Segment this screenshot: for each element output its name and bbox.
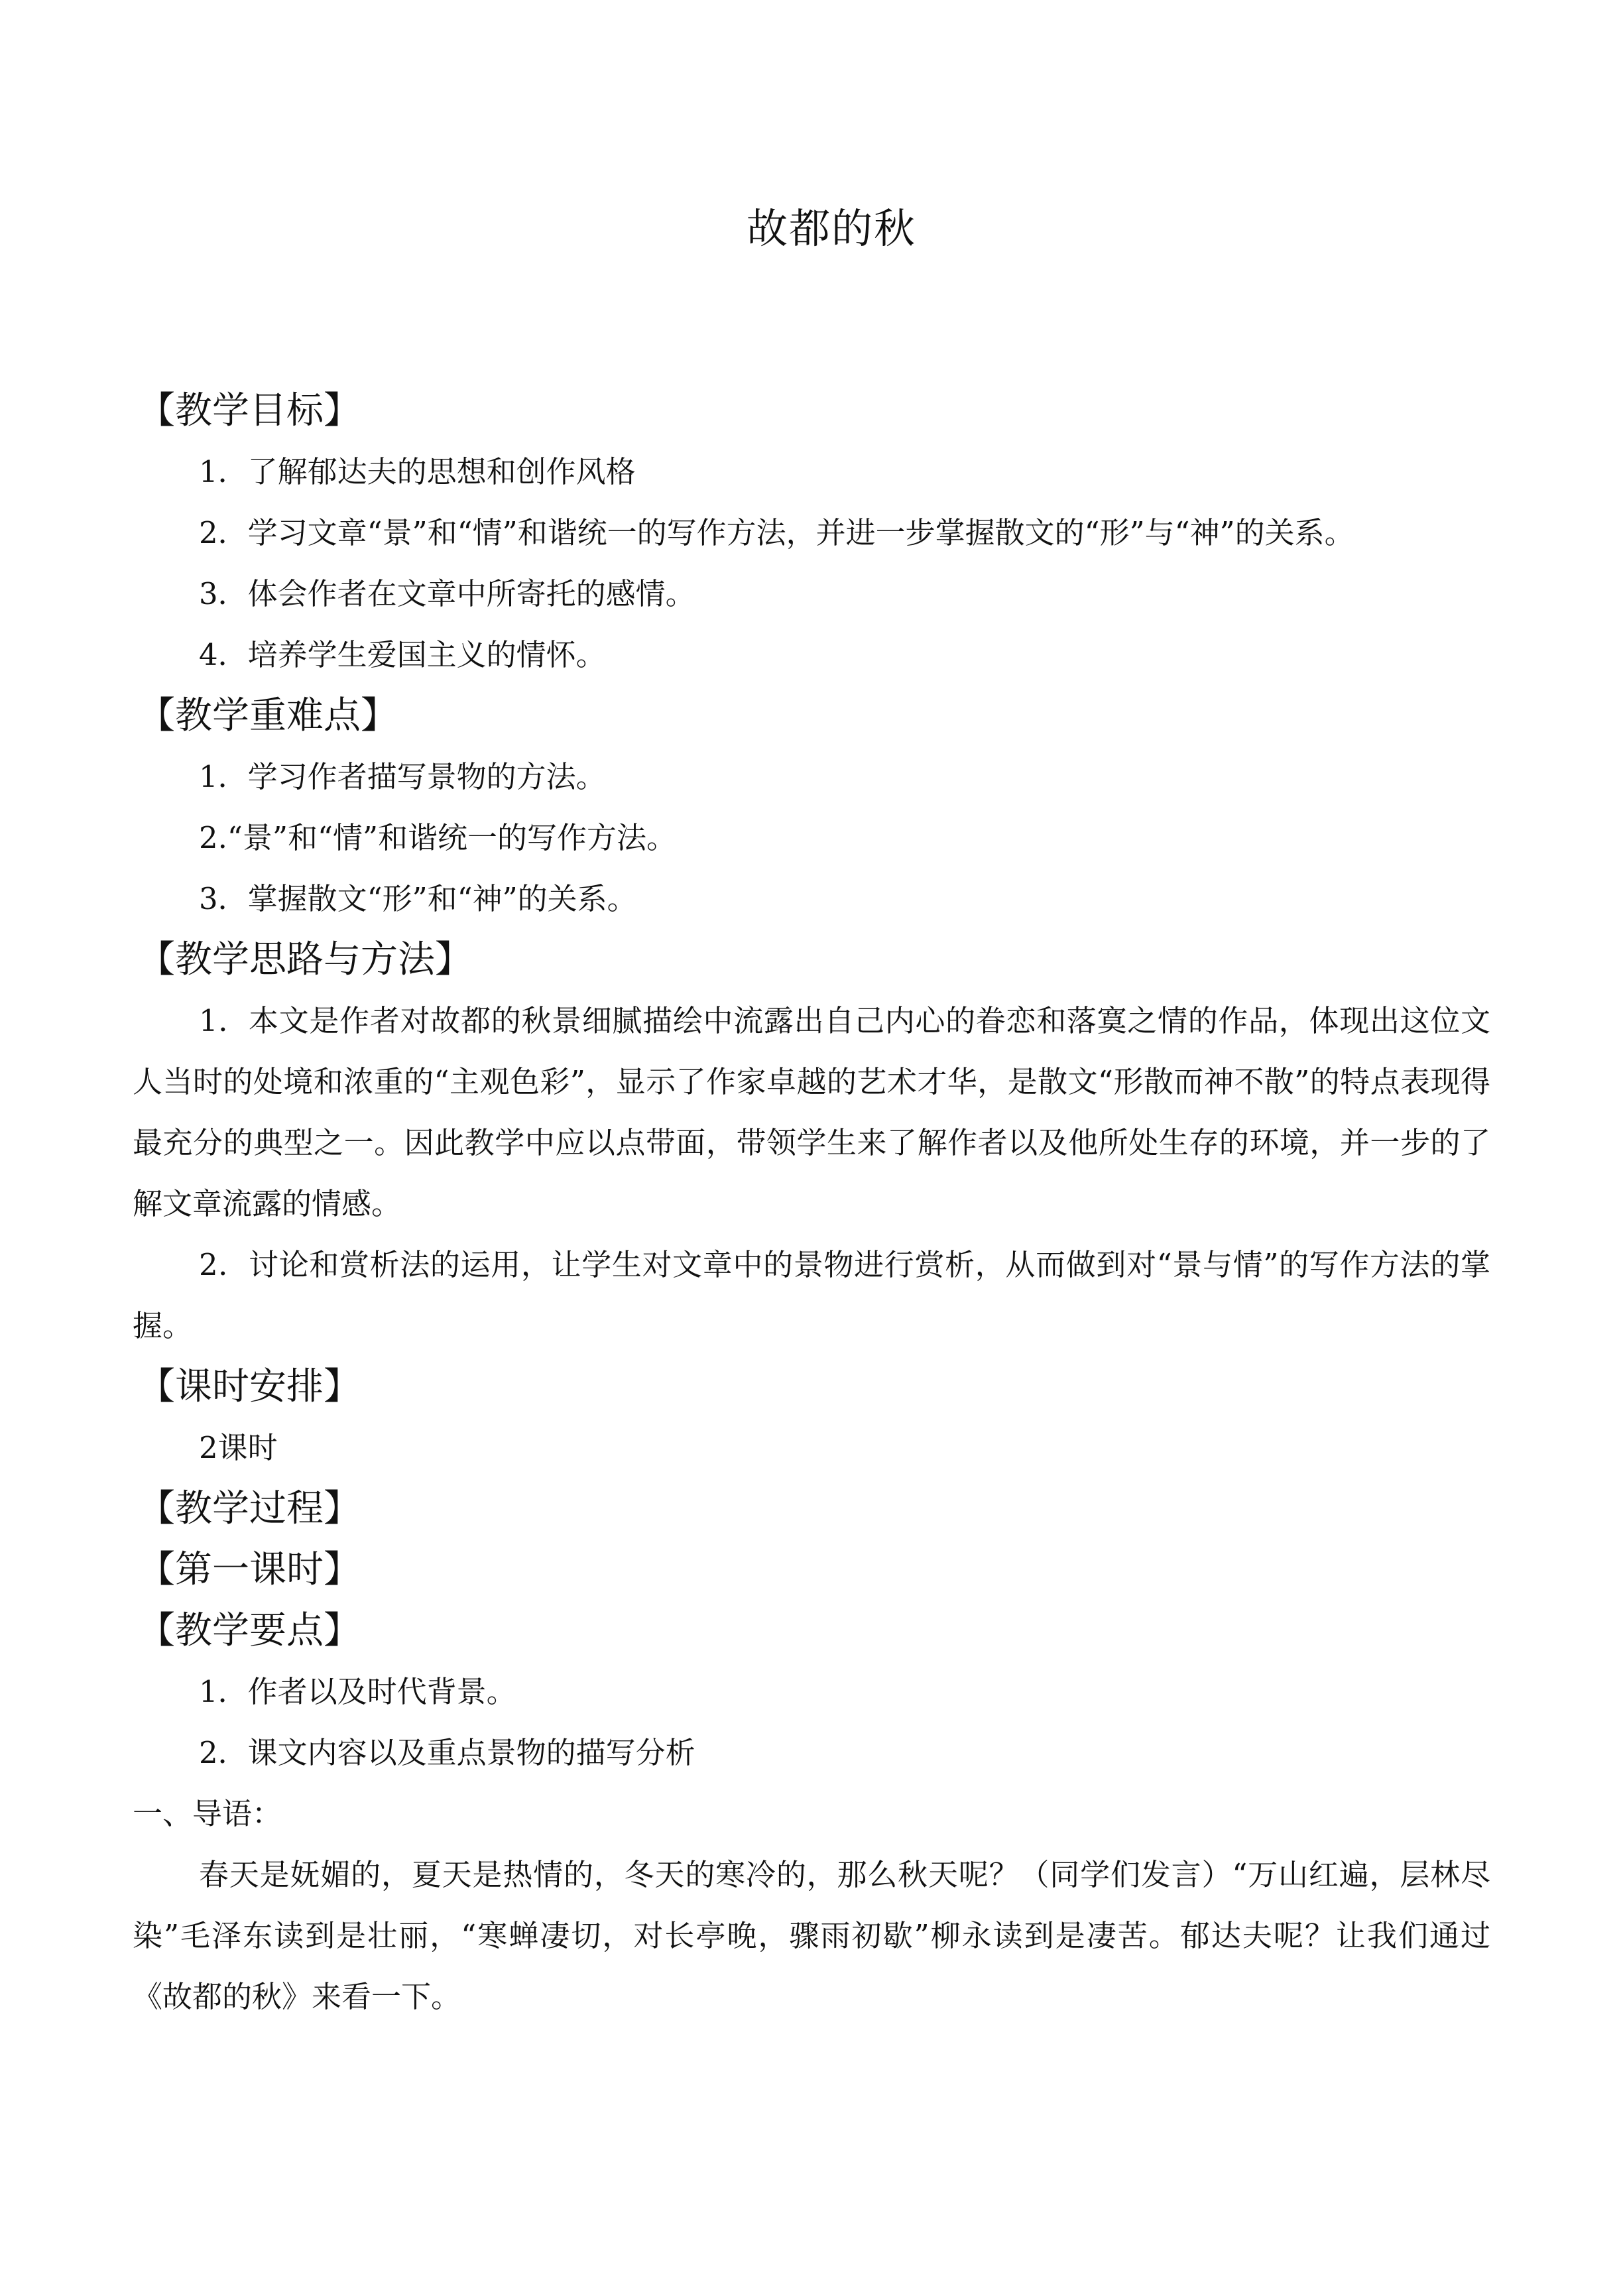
lesson-point-item-2: 2．课文内容以及重点景物的描写分析 [199,1735,695,1770]
intro-paragraph: 春天是妩媚的，夏天是热情的，冬天的寒冷的，那么秋天呢？（同学们发言）“万山红遍，层林尽染”毛泽东读到是壮丽，“寒蝉凄切，对长亭晚，骤雨初歇”柳永读到是凄苦。郁达夫呢？让我们通过《故都的秋》来看一下。 [133,1857,1490,2014]
section-heading-process: 【教学过程】 [138,1487,361,1530]
objective-item-1: 1．了解郁达夫的思想和创作风格 [199,454,636,489]
approach-paragraph-1: 1．本文是作者对故都的秋景细腻描绘中流露出自己内心的眷恋和落寞之情的作品，体现出这位文人当时的处境和浓重的“主观色彩”，显示了作家卓越的艺术才华，是散文“形散而神不散”的特点表现得最充分的典型之一。因此教学中应以点带面，带领学生来了解作者以及他所处生存的环境，并一步的了解文章流露的情感。 [133,1003,1490,1221]
approach-paragraph-2: 2．讨论和赏析法的运用，让学生对文章中的景物进行赏析，从而做到对“景与情”的写作方法的掌握。 [133,1247,1490,1343]
section-heading-key-points: 【教学重难点】 [138,694,398,737]
section-heading-approach: 【教学思路与方法】 [138,938,472,981]
objective-item-4: 4．培养学生爱国主义的情怀。 [199,637,606,672]
key-point-item-1: 1．学习作者描写景物的方法。 [199,759,606,794]
schedule-text: 2课时 [199,1430,278,1465]
section-heading-objectives: 【教学目标】 [138,389,361,432]
document-body [133,381,1490,2027]
objective-item-2: 2．学习文章“景”和“情”和谐统一的写作方法，并进一步掌握散文的“形”与“神”的关系。 [199,515,1354,550]
document-page [133,0,1490,2296]
section-heading-schedule: 【课时安排】 [138,1365,361,1408]
key-point-item-3: 3．掌握散文“形”和“神”的关系。 [199,881,637,916]
intro-label: 一、导语： [133,1796,282,1831]
section-heading-first-lesson: 【第一课时】 [138,1548,361,1591]
objective-item-3: 3．体会作者在文章中所寄托的感情。 [199,576,695,611]
key-point-item-2: 2.“景”和“情”和谐统一的写作方法。 [199,820,676,855]
lesson-point-item-1: 1．作者以及时代背景。 [199,1674,516,1709]
document-title: 故都的秋 [746,204,916,253]
section-heading-lesson-points: 【教学要点】 [138,1609,361,1652]
